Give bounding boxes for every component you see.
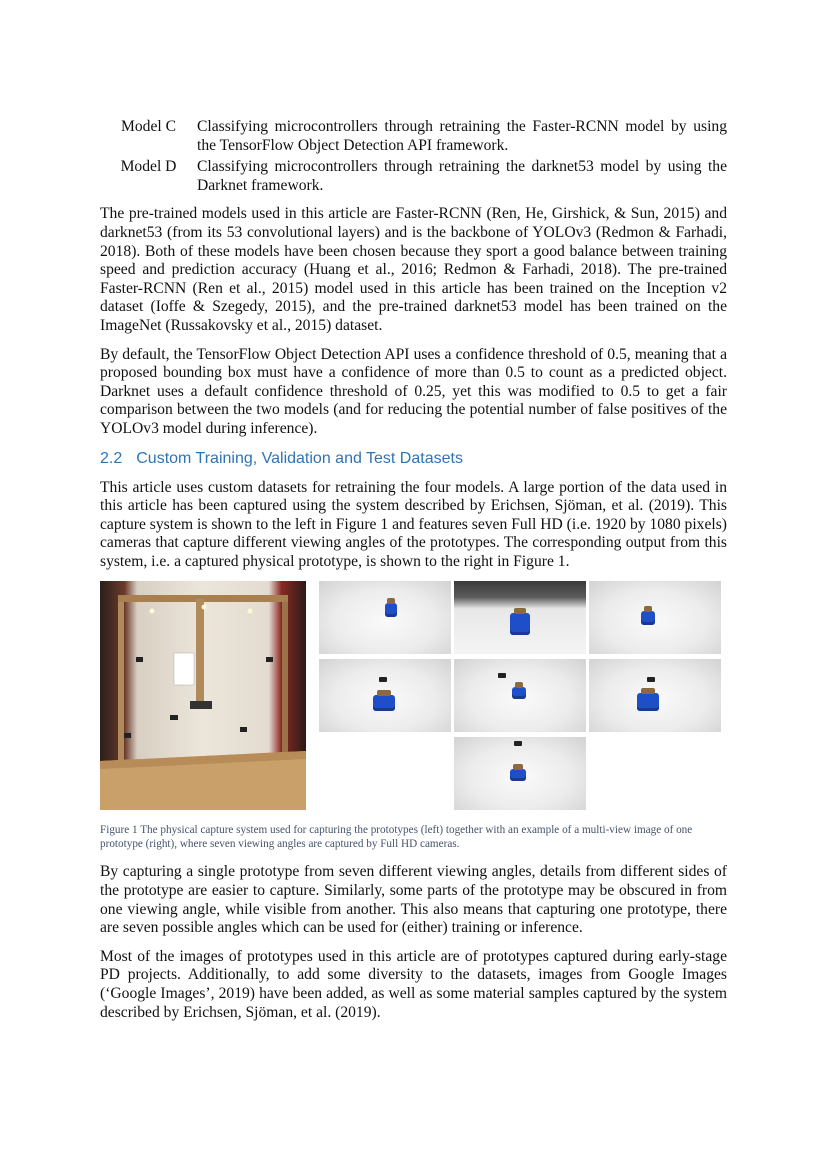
body-paragraph: Most of the images of prototypes used in this article are of prototypes captured during early-stage PD projects. Additionally, to add some diversity to the datasets, images from Google Images (‘Google Images’, 2019) have been added, as well as some material samples captured by the system described by Erichsen, Sjöman, et al. (2019). <box>100 947 727 1021</box>
model-description: Classifying microcontrollers through retraining the darknet53 model by using the Darknet framework. <box>197 158 727 194</box>
prototype-object <box>512 687 526 699</box>
model-description: Classifying microcontrollers through retraining the Faster-RCNN model by using the TensorFlow Object Detection API framework. <box>197 118 727 154</box>
body-paragraph: This article uses custom datasets for retraining the four models. A large portion of the data used in this article has been captured using the system described by Erichsen, Sjöman, et al. (2019). This capture system is shown to the left in Figure 1 and features seven Full HD (i.e. 1920 by 1080 pixels) cameras that capture different viewing angles of the prototypes. The corresponding output from this system, i.e. a captured physical prototype, is shown to the right in Figure 1. <box>100 478 727 570</box>
model-term: Model D <box>120 158 177 176</box>
view-tile <box>589 581 721 654</box>
camera-icon <box>379 677 387 682</box>
prototype-object <box>373 695 395 711</box>
view-tile <box>589 659 721 732</box>
camera-icon <box>498 673 506 678</box>
model-term: Model C <box>120 118 176 135</box>
camera-icon <box>647 677 655 682</box>
prototype-object <box>641 611 655 625</box>
model-definition-list <box>100 118 727 195</box>
body-paragraph: The pre-trained models used in this article are Faster-RCNN (Ren, He, Girshick, & Sun, 2015) and darknet53 (from its 53 convolutional layers) and is the backbone of YOLOv3 (Redmon & Farhadi, 2018). Both of these models have been chosen because they sport a good balance between training speed and prediction accuracy (Huang et al., 2016; Redmon & Farhadi, 2018). The pre-trained Faster-RCNN (Ren et al., 2015) model used in this article has been trained on the Inception v2 dataset (Ioffe & Szegedy, 2015), and the pre-trained darknet53 model has been trained on the ImageNet (Russakovsky et al., 2015) dataset. <box>100 205 727 334</box>
capture-system-illustration <box>100 581 306 810</box>
view-tile <box>454 737 586 810</box>
body-paragraph: By default, the TensorFlow Object Detection API uses a confidence threshold of 0.5, meaning that a proposed bounding box must have a confidence of more than 0.5 to count as a predicted object. Darknet uses a default confidence threshold of 0.25, yet this was modified to 0.5 to get a fair comparison between the two models (and for reducing the potential number of false positives of the YOLOv3 model during inference). <box>100 345 727 437</box>
view-tile <box>454 659 586 732</box>
section-heading <box>100 449 727 469</box>
paper-page <box>100 118 727 1032</box>
prototype-object <box>510 769 526 781</box>
model-definition-item <box>100 158 727 195</box>
section-number: 2.2 <box>100 449 123 467</box>
prototype-object <box>385 603 397 617</box>
multi-view-image-grid <box>319 581 721 813</box>
model-definition-item <box>100 118 727 155</box>
figure-1 <box>100 581 727 813</box>
prototype-object <box>510 613 530 635</box>
view-tile <box>454 581 586 654</box>
section-title: Custom Training, Validation and Test Datasets <box>136 449 463 467</box>
view-tile <box>319 659 451 732</box>
body-paragraph: By capturing a single prototype from seven different viewing angles, details from different sides of the prototype are easier to capture. Similarly, some parts of the prototype may be obscured in from one viewing angle, while visible from another. This also means that capturing one prototype, there are seven possible angles which can be used for (either) training or inference. <box>100 863 727 937</box>
capture-system-photo <box>100 581 306 810</box>
prototype-object <box>637 693 659 711</box>
view-tile <box>319 581 451 654</box>
camera-icon <box>514 741 522 746</box>
figure-caption: Figure 1 The physical capture system used for capturing the prototypes (left) together with an example of a multi-view image of one prototype (right), where seven viewing angles are captured by Full HD cameras. <box>100 824 693 851</box>
